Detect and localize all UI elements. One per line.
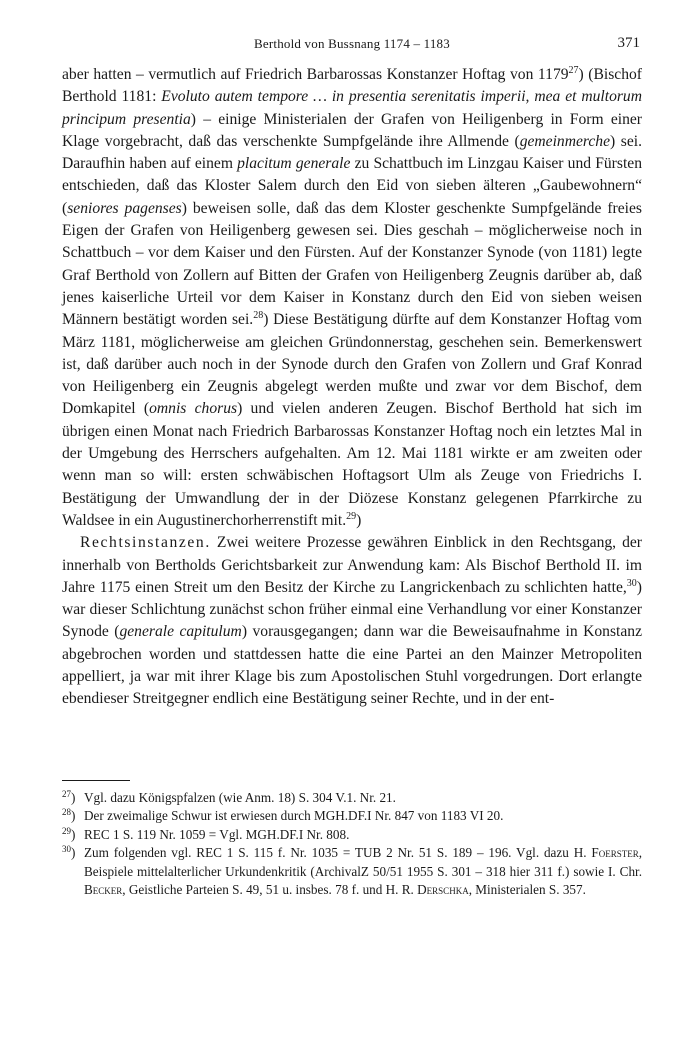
footnotes — [62, 789, 642, 899]
paragraph-1: aber hatten – vermutlich auf Friedrich Barbarossas Konstanzer Hoftag von 1179$^{27}$) (Bischof Berthold 1181: Evoluto autem tempore … in presentia serenitatis imperii, mea et multorum principum presentia) – einige Ministerialen der Grafen von Heiligenberg in Form einer Klage vorgebracht, daß das verschenkte Sumpfgelände ihre Allmende (gemeinmerche) sei. Daraufhin haben auf einem placitum generale zu Schattbuch im Linzgau Kaiser und Fürsten entschieden, daß das Kloster Salem durch den Eid von sieben älteren „Gaubewohnern“ (seniores pagenses) beweisen solle, daß das dem Kloster geschenkte Sumpfgelände freies Eigen der Grafen von Heiligenberg gewesen sei. Dies geschah – möglicherweise noch in Schattbuch – vor dem Kaiser und den Fürsten. Auf der Konstanzer Synode (von 1181) legte Graf Berthold von Zollern auf Bitten der Grafen von Heiligenberg Zeugnis darüber ab, daß jenes kaiserliche Urteil vor dem Kaiser in Konstanz durch den Eid von sieben weisen Männern bestätigt worden sei.$^{28}$) Diese Bestätigung dürfte auf dem Konstanzer Hoftag vom März 1181, möglicherweise am gleichen Gründonnerstag, geschehen sein. Bemerkenswert ist, daß darüber auch noch in der Synode durch den Grafen von Zollern und Graf Konrad von Heiligenberg ein Zeugnis abgelegt werden mußte und zwar vor dem Bischof, dem Domkapitel (omnis chorus) und vielen anderen Zeugen. Bischof Berthold hat sich im übrigen einen Monat nach Friedrich Barbarossas Konstanzer Hoftag noch ein letztes Mal in der Umgebung des Herrschers aufgehalten. Am 12. Mai 1181 wirkte er am zweiten oder wenn man so will: ersten schwäbischen Hoftagsort Ulm als Zeuge von Friedrichs I. Bestätigung der Umwandlung der in der Diözese Konstanz gelegenen Pfarrkirche zu Waldsee in ein Augustinerchorherrenstift mit.$^{29}$) — [62, 65, 643, 529]
page-number: 371 — [617, 35, 640, 51]
latin-term: generale capitulum — [119, 623, 242, 641]
author-name: Becker — [84, 882, 123, 898]
footnote-28: $^{28}$) Der zweimalige Schwur ist erwiesen durch MGH.DF.I Nr. 847 von 1183 VI 20. — [62, 807, 504, 824]
footnote-30: $^{30}$) Zum folgenden vgl. REC 1 S. 115 f. Nr. 1035 = TUB 2 Nr. 51 S. 189 – 196. Vgl. dazu H. Foerster, Beispiele mittelalterlicher Urkundenkritik (ArchivalZ 50/51 1955 S. 301 – 318 hier 311 f.) sowie I. Chr. Becker, Geistliche Parteien S. 49, 51 u. insbes. 78 f. und H. R. Derschka, Ministerialen S. 357. — [62, 844, 642, 898]
latin-term: omnis chorus — [149, 400, 238, 418]
latin-term: seniores pagenses — [67, 199, 182, 217]
paragraph-2: Rechtsinstanzen. Zwei weitere Prozesse gewähren Einblick in den Rechtsgang, der innerhalb von Bertholds Gerichtsbarkeit zur Anwendung kam: Als Bischof Berthold II. im Jahre 1175 einen Streit um den Besitz der Kirche zu Langrickenbach zu schlichten hatte,$^{30}$) war dieser Schlichtung zunächst schon früher einmal eine Verhandlung vor einer Konstanzer Synode (generale capitulum) vorausgegangen; dann war die Beweisaufnahme in Konstanz abgebrochen worden und stattdessen hatte die eine Partei an den Mainzer Metropoliten appelliert, ja war mit ihrer Klage bis zum Apostolischen Stuhl vorgedrungen. Dort erlangte ebendieser Streitgegner endlich eine Bestätigung seiner Rechte, und in der ent- — [62, 534, 643, 708]
author-name: Foerster — [591, 845, 639, 861]
section-heading: Rechtsinstanzen. — [80, 534, 211, 552]
footnote-27: $^{27}$) Vgl. dazu Königspfalzen (wie Anm. 18) S. 304 V.1. Nr. 21. — [62, 789, 396, 805]
footnote-separator — [62, 780, 130, 781]
footnote-ref-28: 28 — [253, 310, 264, 322]
latin-term: placitum generale — [237, 155, 351, 173]
running-head — [62, 36, 642, 56]
latin-term: gemeinmerche — [519, 132, 611, 150]
author-name: Derschka — [417, 882, 469, 898]
latin-quote: Evoluto autem tempore … in presentia serenitatis imperii, mea et multorum principum presentia — [62, 88, 642, 128]
footnote-ref-27: 27 — [568, 65, 579, 76]
body-text — [62, 64, 642, 711]
running-title: Berthold von Bussnang 1174 – 1183 — [254, 36, 450, 51]
footnote-ref-30: 30 — [626, 577, 637, 589]
footnote-29: $^{29}$) REC 1 S. 119 Nr. 1059 = Vgl. MGH.DF.I Nr. 808. — [62, 825, 350, 842]
footnote-ref-29: 29 — [346, 510, 357, 522]
